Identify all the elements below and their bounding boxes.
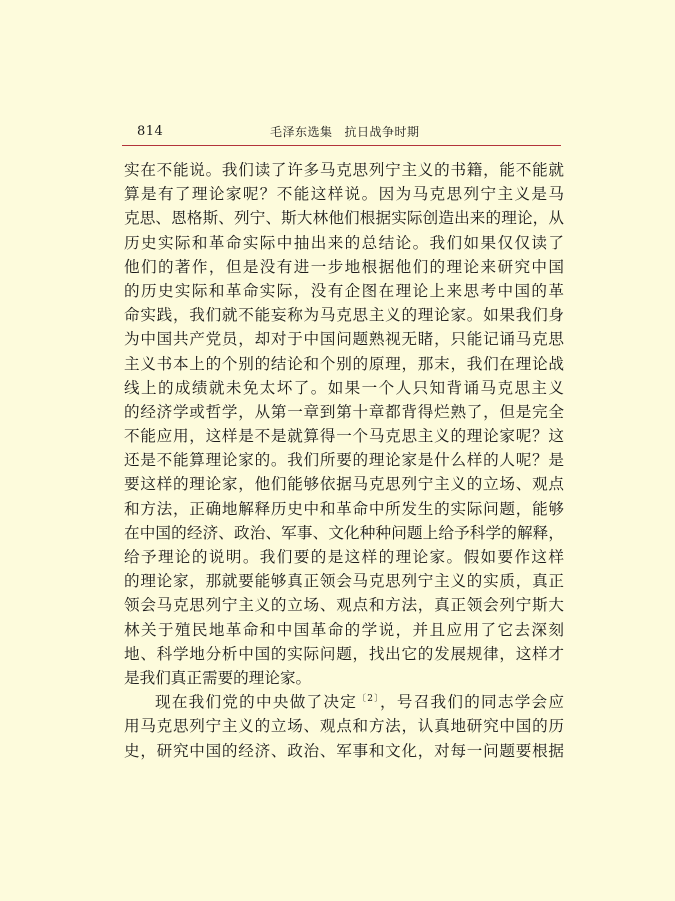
text-line: 林关于殖民地革命和中国革命的学说，并且应用了它去深刻 [124,620,564,639]
footnote-marker: 〔2〕 [357,694,381,705]
text-line: 史，研究中国的经济、政治、军事和文化，对每一问题要根据 [124,741,564,760]
text-line: 的经济学或哲学，从第一章到第十章都背得烂熟了，但是完全 [124,402,564,421]
text-line: 的理论家，那就要能够真正领会马克思列宁主义的实质，真正 [124,572,564,591]
text-line: 算是有了理论家呢？不能这样说。因为马克思列宁主义是马 [124,185,564,204]
text-line: 地、科学地分析中国的实际问题，找出它的发展规律，这样才 [124,644,564,663]
text-line: 在中国的经济、政治、军事、文化种种问题上给予科学的解释， [124,523,564,542]
text-line: 用马克思列宁主义的立场、观点和方法，认真地研究中国的历 [124,717,564,736]
text-segment: ，号召我们的同志学会应 [380,693,564,712]
text-line: 是我们真正需要的理论家。 [124,668,312,687]
text-line: 线上的成绩就未免太坏了。如果一个人只知背诵马克思主义 [124,378,564,397]
text-line: 领会马克思列宁主义的立场、观点和方法，真正领会列宁斯大 [124,596,564,615]
text-line: 实在不能说。我们读了许多马克思列宁主义的书籍，能不能就 [124,161,564,179]
text-line: 和方法，正确地解释历史中和革命中所发生的实际问题，能够 [124,499,564,518]
text-line: 为中国共产党员，却对于中国问题熟视无睹，只能记诵马克思 [124,330,564,349]
paragraph-1 [124,158,564,690]
text-line: 历史实际和革命实际中抽出来的总结论。我们如果仅仅读了 [124,233,564,252]
text-line: 主义书本上的个别的结论和个别的原理，那末，我们在理论战 [124,354,564,373]
body-text [124,158,564,763]
text-line [124,690,564,714]
text-line: 克思、恩格斯、列宁、斯大林他们根据实际创造出来的理论，从 [124,209,564,228]
header-rule [122,145,561,146]
section-title: 抗日战争时期 [344,125,420,139]
book-title: 毛泽东选集 [270,125,333,139]
text-line: 不能应用，这样是不是就算得一个马克思主义的理论家呢？这 [124,427,564,446]
text-line: 要这样的理论家，他们能够依据马克思列宁主义的立场、观点 [124,475,564,494]
text-line: 的历史实际和革命实际，没有企图在理论上来思考中国的革 [124,281,564,300]
text-line: 命实践，我们就不能妄称为马克思主义的理论家。如果我们身 [124,306,564,325]
text-line: 他们的著作，但是没有进一步地根据他们的理论来研究中国 [124,257,564,276]
running-head [270,123,420,140]
text-segment: 现在我们党的中央做了决定 [155,693,358,712]
text-line: 还是不能算理论家的。我们所要的理论家是什么样的人呢？是 [124,451,564,470]
page-number: 814 [137,124,164,139]
paragraph-2 [124,690,564,763]
text-line: 给予理论的说明。我们要的是这样的理论家。假如要作这样 [124,548,564,566]
page-header [122,118,561,148]
